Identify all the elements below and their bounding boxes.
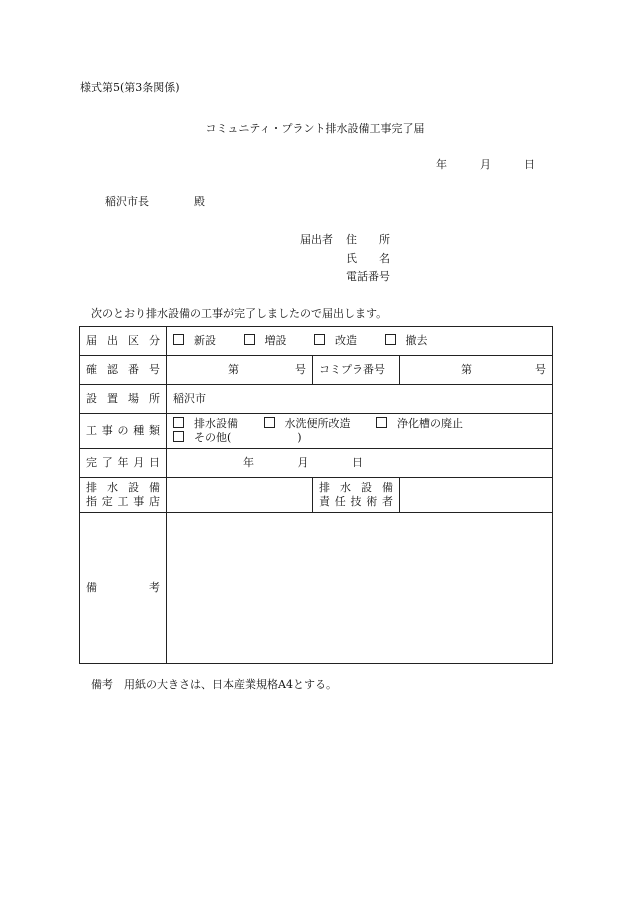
komipura-number-field[interactable]: 第 号	[400, 356, 553, 385]
row-work-type	[80, 414, 553, 449]
addressee: 稲沢市長	[105, 195, 149, 208]
honorific: 殿	[194, 195, 205, 208]
category-label: 届出区分	[80, 327, 167, 356]
form-title: コミュニティ・プラント排水設備工事完了届	[205, 122, 425, 135]
row-remarks	[80, 513, 553, 664]
checkbox-other[interactable]	[173, 431, 184, 442]
option-modify[interactable]: 改造	[314, 334, 357, 348]
contractor-label: 排水設備 指定工事店	[80, 478, 167, 513]
date-day: 日	[524, 158, 535, 171]
name-label: 氏 名	[346, 252, 390, 265]
option-drainage[interactable]: 排水設備	[173, 417, 238, 431]
work-type-options	[167, 414, 553, 449]
date-month: 月	[480, 158, 491, 171]
option-new[interactable]: 新設	[173, 334, 216, 348]
checkbox-septic[interactable]	[376, 417, 387, 428]
category-options	[167, 327, 553, 356]
location-field[interactable]: 稲沢市	[167, 385, 553, 414]
engineer-field[interactable]	[400, 478, 553, 513]
row-contractor	[80, 478, 553, 513]
option-expand[interactable]: 増設	[244, 334, 287, 348]
completion-date-field[interactable]: 年 月 日	[167, 449, 553, 478]
remarks-field[interactable]	[167, 513, 553, 664]
form-number: 様式第5(第3条関係)	[80, 81, 180, 94]
applicant-label: 届出者	[300, 233, 333, 246]
intro-text: 次のとおり排水設備の工事が完了しましたので届出します。	[91, 307, 388, 320]
row-confirm	[80, 356, 553, 385]
date-year: 年	[436, 158, 447, 171]
checkbox-expand[interactable]	[244, 334, 255, 345]
row-location	[80, 385, 553, 414]
work-type-label: 工事の種類	[80, 414, 167, 449]
option-toilet[interactable]: 水洗便所改造	[264, 417, 351, 431]
engineer-label: 排水設備 責任技術者	[313, 478, 400, 513]
address-label: 住 所	[346, 233, 390, 246]
checkbox-new[interactable]	[173, 334, 184, 345]
phone-label: 電話番号	[346, 270, 390, 283]
confirm-label: 確認番号	[80, 356, 167, 385]
location-label: 設置場所	[80, 385, 167, 414]
checkbox-remove[interactable]	[385, 334, 396, 345]
option-other[interactable]: その他( )	[173, 431, 302, 445]
paper-size-note: 備考 用紙の大きさは、日本産業規格A4とする。	[91, 678, 337, 691]
checkbox-toilet[interactable]	[264, 417, 275, 428]
completion-form-table	[79, 326, 553, 664]
option-remove[interactable]: 撤去	[385, 334, 428, 348]
row-completion	[80, 449, 553, 478]
option-septic[interactable]: 浄化槽の廃止	[376, 417, 463, 431]
confirm-number-field[interactable]: 第 号	[167, 356, 313, 385]
checkbox-modify[interactable]	[314, 334, 325, 345]
completion-label: 完了年月日	[80, 449, 167, 478]
komipura-label: コミプラ番号	[313, 356, 400, 385]
contractor-field[interactable]	[167, 478, 313, 513]
submission-date	[436, 156, 535, 172]
remarks-label: 備 考	[80, 513, 167, 664]
checkbox-drainage[interactable]	[173, 417, 184, 428]
row-category	[80, 327, 553, 356]
